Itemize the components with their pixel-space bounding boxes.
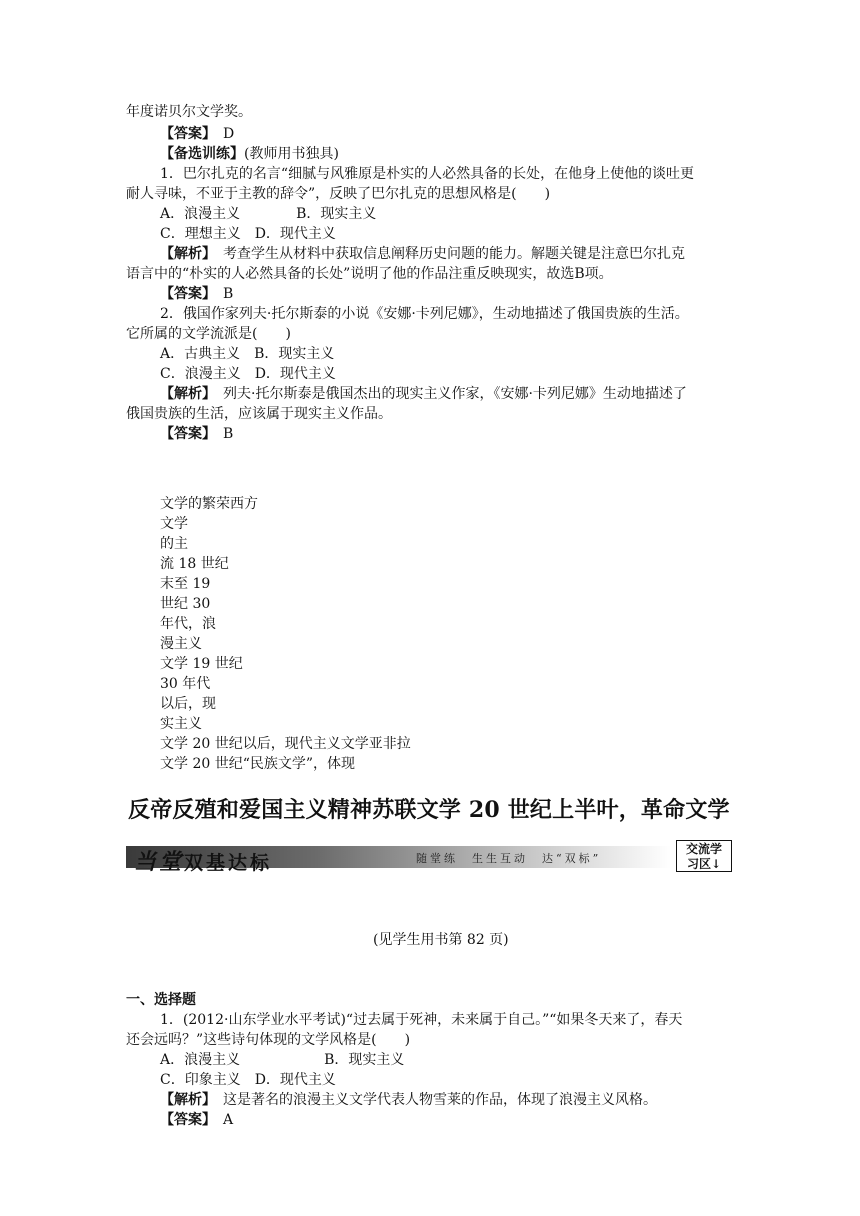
- answer-line: [160, 424, 233, 444]
- question-line: 1．巴尔扎克的名言“细腻与风雅原是朴实的人必然具备的长处，在他身上使他的谈吐更: [160, 166, 695, 182]
- analysis-line: [160, 384, 687, 404]
- banner-title-char: 当: [134, 849, 160, 875]
- label-content: 这是著名的浪漫主义文学代表人物雪莱的作品，体现了浪漫主义风格。: [209, 1092, 657, 1108]
- section-banner: [126, 840, 736, 874]
- label-content: (教师用书独具): [244, 146, 339, 162]
- label-content: B: [209, 286, 234, 302]
- analysis-line: 语言中的“朴实的人必然具备的长处”说明了他的作品注重反映现实，故选B项。: [126, 266, 613, 282]
- box-line: 习区↓: [686, 857, 722, 871]
- box-line: 交流学: [685, 842, 722, 856]
- option-line: C．理想主义 D．现代主义: [160, 226, 336, 242]
- diagram-text: 30 年代: [160, 676, 211, 692]
- bracket-label: 【解析】: [160, 386, 209, 402]
- diagram-text: 漫主义: [160, 636, 202, 652]
- question-type-heading: 一、选择题: [126, 992, 196, 1008]
- option-line: A．浪漫主义 B．现实主义: [160, 1052, 405, 1068]
- diagram-text: 以后，现: [160, 696, 216, 712]
- diagram-text: 末至 19: [160, 576, 211, 592]
- label-content: 考查学生从材料中获取信息阐释历史问题的能力。解题关键是注意巴尔扎克: [209, 246, 685, 262]
- bracket-label: 【答案】: [160, 1112, 209, 1128]
- diagram-text: 文学 20 世纪“民族文学”，体现: [160, 756, 356, 772]
- diagram-text: 的主: [160, 536, 188, 552]
- analysis-line: 俄国贵族的生活，应该属于现实主义作品。: [126, 406, 392, 422]
- question-line: 它所属的文学流派是( ): [126, 326, 291, 342]
- extra-training-heading: [160, 144, 339, 164]
- bracket-label: 【答案】: [160, 286, 209, 302]
- banner-slogan: 随堂练 生生互动 达“双标”: [416, 852, 602, 865]
- option-line: C．印象主义 D．现代主义: [160, 1072, 336, 1088]
- diagram-text: 年代，浪: [160, 616, 216, 632]
- answer-line: [160, 1110, 233, 1130]
- bracket-label: 【答案】: [160, 426, 209, 442]
- bracket-label: 【解析】: [160, 246, 209, 262]
- section-title: 反帝反殖和爱国主义精神苏联文学 20 世纪上半叶，革命文学: [128, 797, 730, 823]
- answer-line: [160, 284, 233, 304]
- diagram-text: 流 18 世纪: [160, 556, 229, 572]
- question-line: 1．(2012·山东学业水平考试)“过去属于死神，未来属于自己。”“如果冬天来了，春天: [160, 1012, 683, 1028]
- option-line: A．古典主义 B．现实主义: [160, 346, 335, 362]
- banner-title: [134, 845, 272, 876]
- label-content: 列夫·托尔斯泰是俄国杰出的现实主义作家，《安娜·卡列尼娜》生动地描述了: [209, 386, 687, 402]
- diagram-text: 文学 19 世纪: [160, 656, 243, 672]
- diagram-text: 文学的繁荣西方: [160, 496, 258, 512]
- analysis-line: [160, 1090, 657, 1110]
- exchange-area-box: [676, 840, 732, 872]
- bracket-label: 【解析】: [160, 1092, 209, 1108]
- text-line: 年度诺贝尔文学奖。: [126, 104, 252, 120]
- bracket-label: 【备选训练】: [160, 146, 244, 162]
- answer-line: [160, 124, 234, 144]
- diagram-text: 文学: [160, 516, 188, 532]
- question-line: 耐人寻味，不亚于主教的辞令”，反映了巴尔扎克的思想风格是( ): [126, 186, 551, 202]
- diagram-text: 世纪 30: [160, 596, 211, 612]
- question-line: 还会远吗？”这些诗句体现的文学风格是( ): [126, 1032, 411, 1048]
- diagram-text: 实主义: [160, 716, 202, 732]
- label-content: A: [209, 1112, 234, 1128]
- question-line: 2．俄国作家列夫·托尔斯泰的小说《安娜·卡列尼娜》，生动地描述了俄国贵族的生活。: [160, 306, 689, 322]
- analysis-line: [160, 244, 685, 264]
- bracket-label: 【答案】: [160, 126, 209, 142]
- banner-title-char: 堂: [159, 849, 185, 875]
- label-content: D: [209, 126, 235, 142]
- option-line: A．浪漫主义 B．现实主义: [160, 206, 377, 222]
- page-reference-note: (见学生用书第 82 页): [373, 932, 509, 948]
- option-line: C．浪漫主义 D．现代主义: [160, 366, 336, 382]
- label-content: B: [209, 426, 234, 442]
- banner-title-rest: 双基达标: [184, 852, 273, 874]
- diagram-text: 文学 20 世纪以后，现代主义文学亚非拉: [160, 736, 411, 752]
